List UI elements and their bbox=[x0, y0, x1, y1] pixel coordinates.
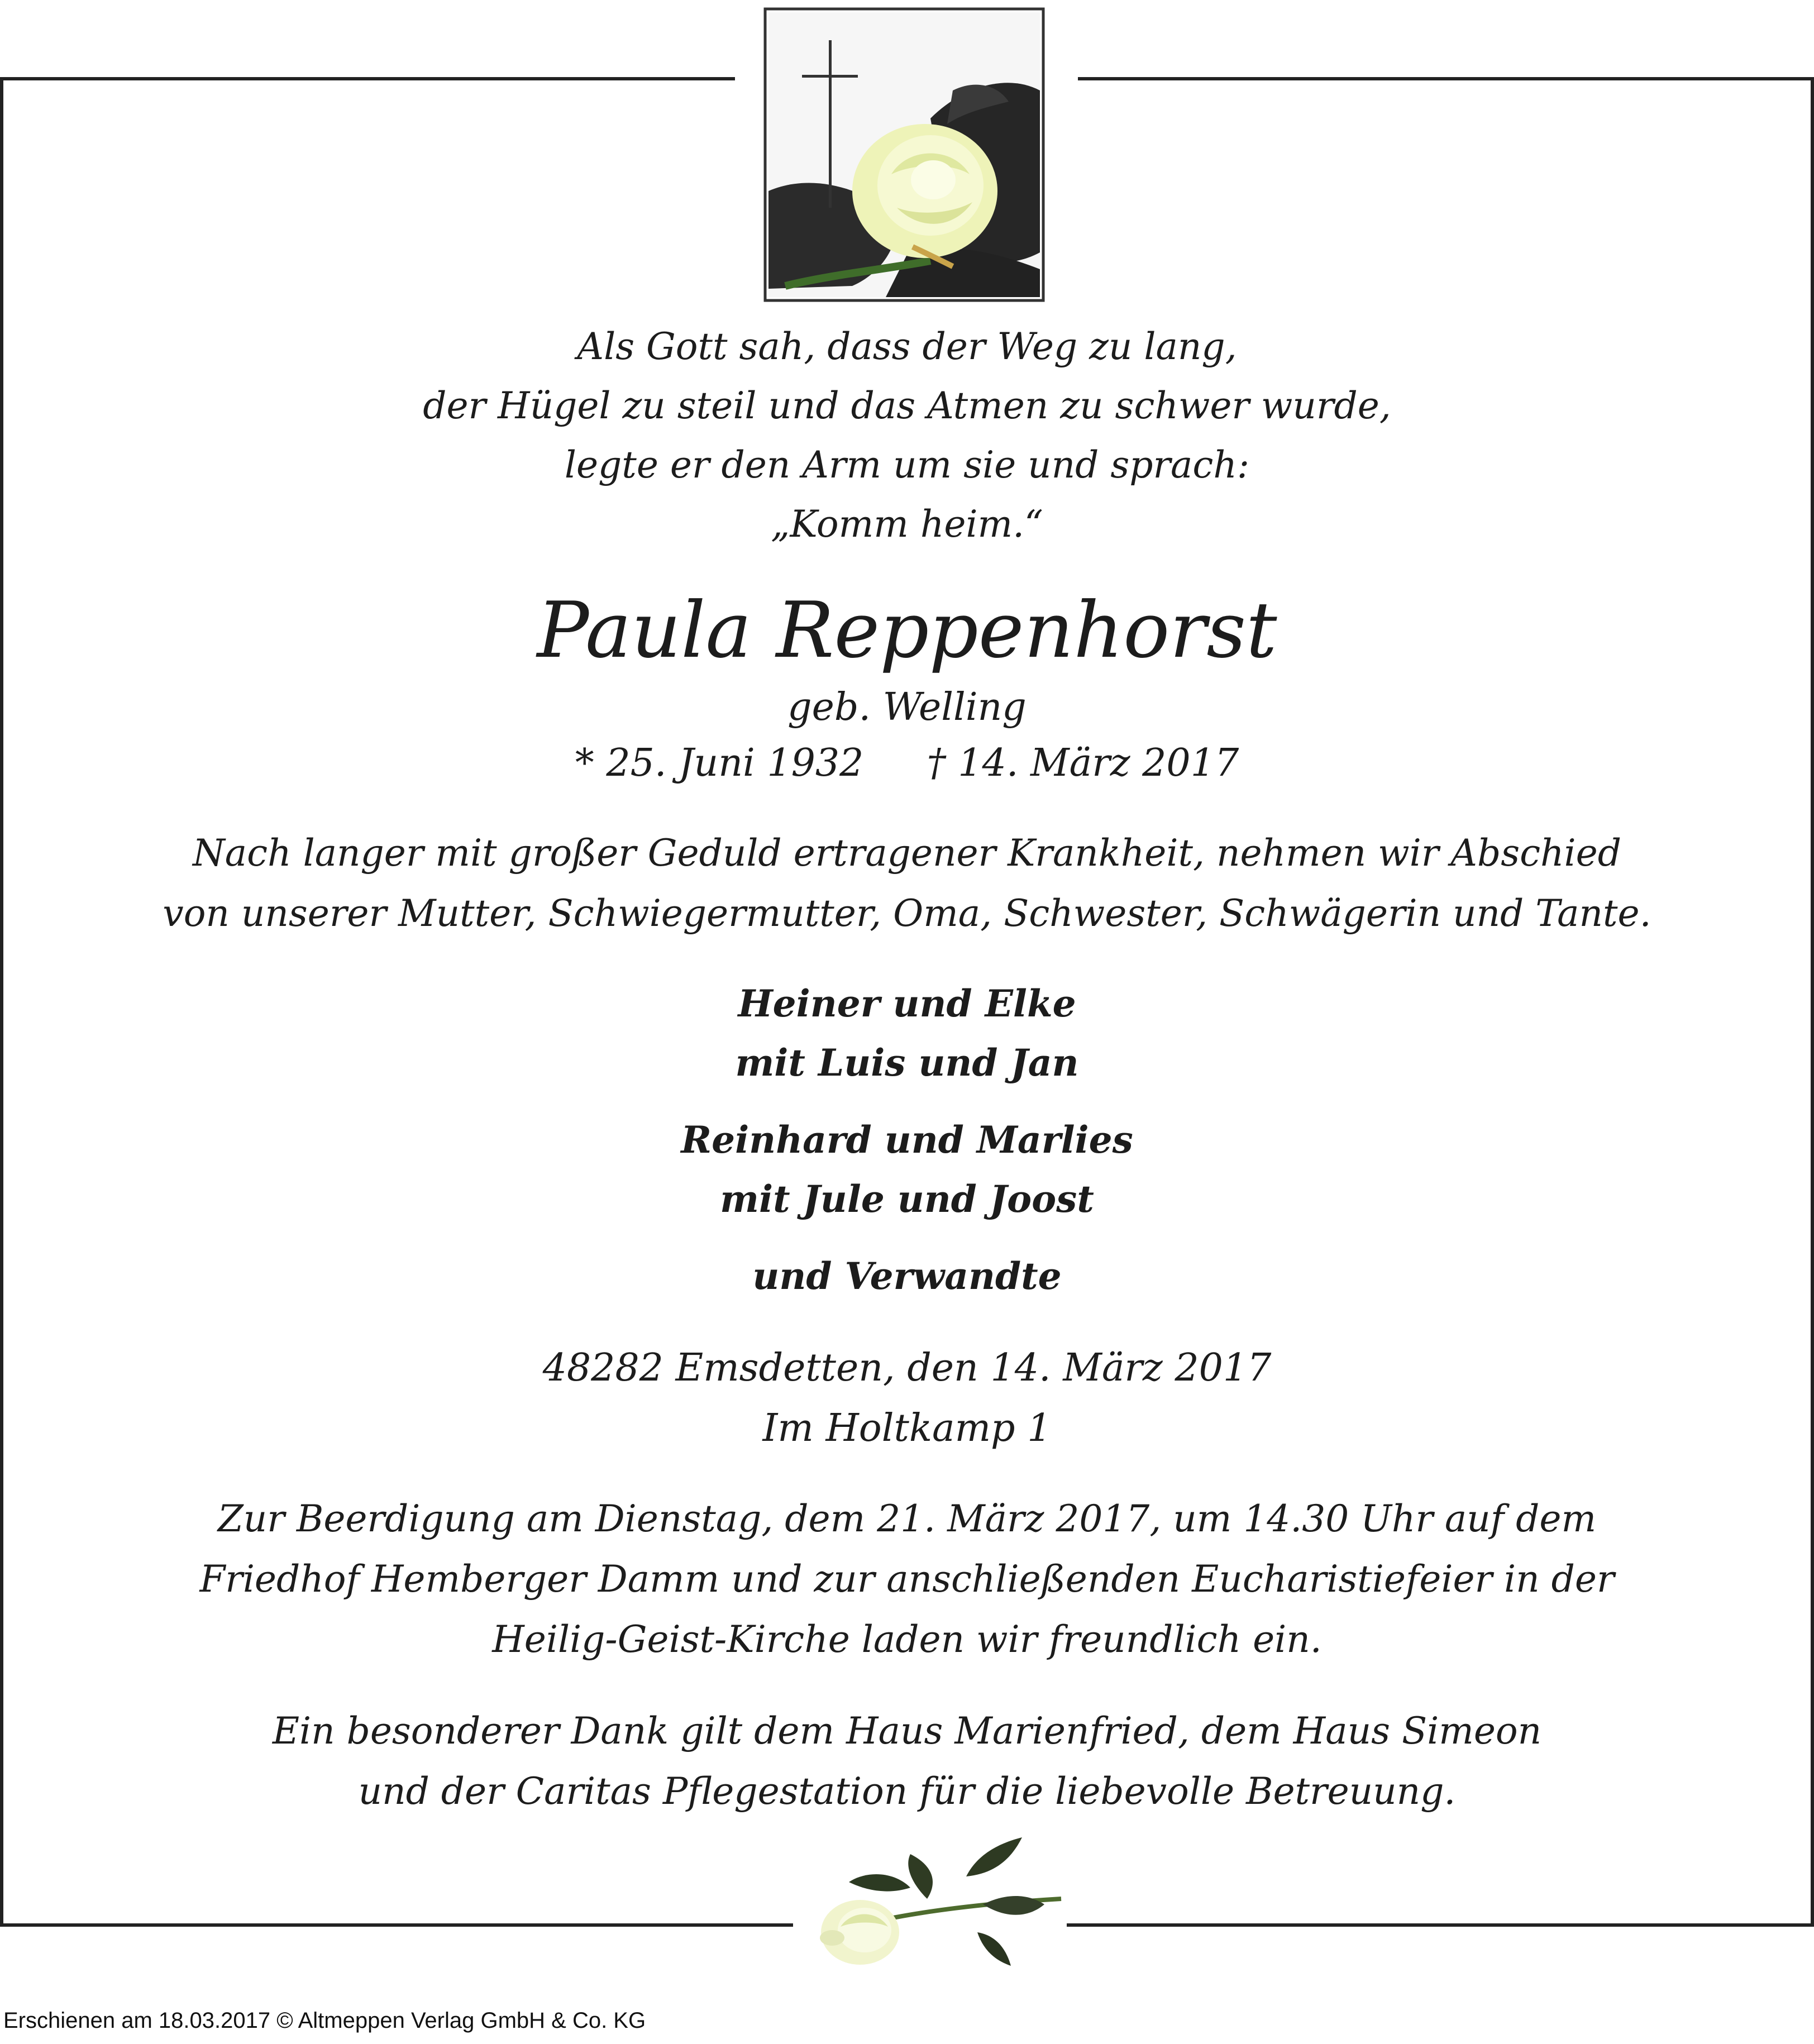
mourner-line: mit Jule und Joost bbox=[720, 1177, 1094, 1221]
cross-with-white-rose-icon bbox=[763, 7, 1046, 303]
frame-bottom-right bbox=[1058, 1923, 1814, 1927]
mourner-line: und Verwandte bbox=[752, 1254, 1062, 1298]
frame-bottom-left bbox=[0, 1923, 793, 1927]
mourner-line: mit Luis und Jan bbox=[735, 1041, 1079, 1085]
mourner-group bbox=[0, 974, 1814, 1092]
street: Im Holtkamp 1 bbox=[762, 1406, 1052, 1450]
publication-footer: Erschienen am 18.03.2017 © Altmeppen Verlag GmbH & Co. KG bbox=[3, 2008, 646, 2033]
mourner-line: Heiner und Elke bbox=[738, 982, 1076, 1025]
verse-line: „Komm heim.“ bbox=[771, 503, 1043, 546]
farewell-line: Nach langer mit großer Geduld ertragener Krankheit, nehmen wir Abschied bbox=[193, 832, 1621, 875]
farewell-line: von unserer Mutter, Schwiegermutter, Oma, Schwester, Schwägerin und Tante. bbox=[163, 892, 1651, 935]
funeral-line: Heilig-Geist-Kirche laden wir freundlich ein. bbox=[492, 1618, 1322, 1661]
frame-top-left bbox=[0, 77, 735, 80]
frame-top-right bbox=[1078, 77, 1814, 80]
birth-date: * 25. Juni 1932 bbox=[575, 741, 864, 785]
thanks-line: und der Caritas Pflegestation für die liebevolle Betreuung. bbox=[358, 1770, 1456, 1813]
death-date: † 14. März 2017 bbox=[927, 741, 1239, 785]
verse-line: legte er den Arm um sie und sprach: bbox=[564, 443, 1250, 486]
thanks-text bbox=[0, 1701, 1814, 1822]
life-dates bbox=[0, 738, 1814, 789]
place-date: 48282 Emsdetten, den 14. März 2017 bbox=[542, 1346, 1272, 1390]
mourner-group bbox=[0, 1247, 1814, 1306]
address bbox=[0, 1338, 1814, 1459]
verse bbox=[0, 317, 1814, 554]
farewell-text bbox=[0, 823, 1814, 944]
mourner-line: Reinhard und Marlies bbox=[681, 1118, 1133, 1162]
deceased-name: Paula Reppenhorst bbox=[537, 585, 1277, 675]
mourner-group bbox=[0, 1110, 1814, 1229]
funeral-info bbox=[0, 1489, 1814, 1670]
white-rose-icon bbox=[799, 1821, 1067, 1977]
verse-line: Als Gott sah, dass der Weg zu lang, bbox=[577, 325, 1237, 368]
funeral-line: Zur Beerdigung am Dienstag, dem 21. März 2017, um 14.30 Uhr auf dem bbox=[217, 1497, 1597, 1540]
funeral-line: Friedhof Hemberger Damm und zur anschließenden Eucharistiefeier in der bbox=[199, 1558, 1615, 1601]
birth-name: geb. Welling bbox=[787, 685, 1027, 729]
verse-line: der Hügel zu steil und das Atmen zu schwer wurde, bbox=[423, 384, 1391, 427]
thanks-line: Ein besonderer Dank gilt dem Haus Marienfried, dem Haus Simeon bbox=[272, 1709, 1542, 1752]
